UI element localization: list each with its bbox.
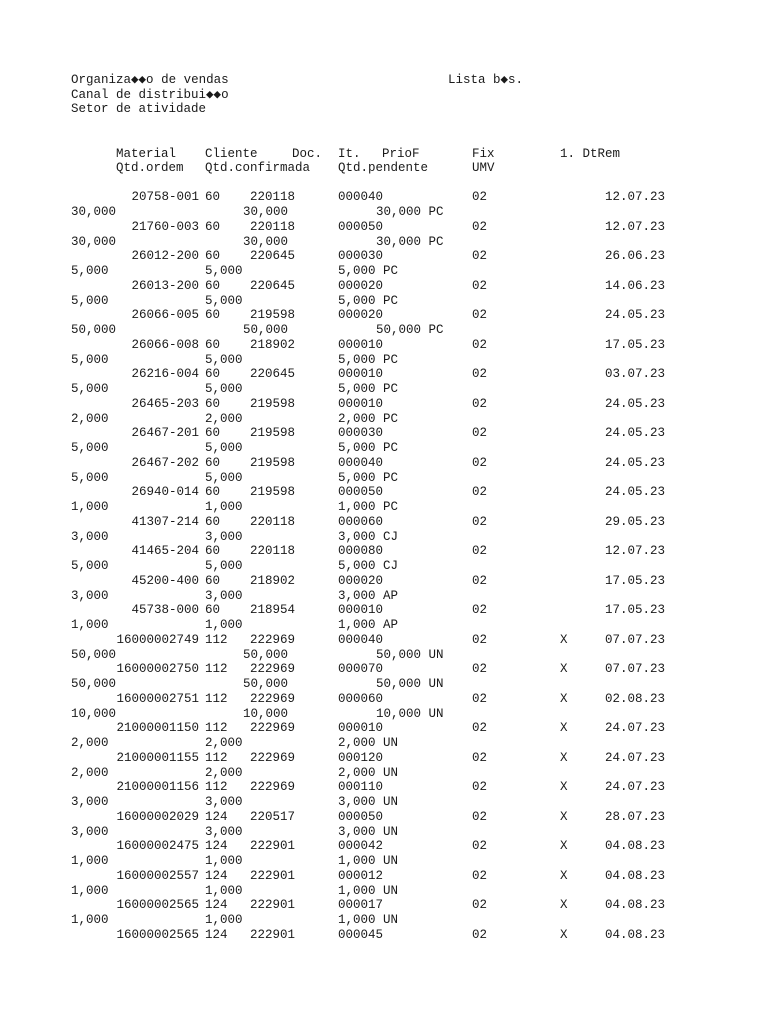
qtd-ordem: 1,000	[71, 913, 109, 927]
qtd-pendente: 1,000 PC	[338, 500, 399, 514]
qtd-ordem: 50,000	[71, 677, 117, 691]
qtd-confirmada: 50,000	[243, 323, 289, 337]
item-number: 000010	[338, 338, 384, 352]
doc-number: 222969	[249, 692, 295, 706]
qtd-ordem: 1,000	[71, 854, 109, 868]
priority: 02	[472, 662, 488, 676]
fix-flag: X	[560, 810, 568, 824]
qtd-ordem: 2,000	[71, 412, 109, 426]
qtd-pendente: 3,000 AP	[338, 589, 399, 603]
qtd-confirmada: 3,000	[205, 825, 243, 839]
qtd-pendente: 5,000 PC	[338, 353, 399, 367]
fix-flag: X	[560, 633, 568, 647]
qtd-pendente: 1,000 UN	[338, 854, 399, 868]
item-number: 000042	[338, 839, 384, 853]
material-number: 16000002029	[116, 810, 199, 824]
item-number: 000040	[338, 456, 384, 470]
qtd-ordem: 5,000	[71, 353, 109, 367]
priority: 02	[472, 249, 488, 263]
doc-number: 218902	[249, 574, 295, 588]
item-number: 000010	[338, 367, 384, 381]
material-number: 26013-200	[131, 279, 199, 293]
priority: 02	[472, 515, 488, 529]
material-number: 21000001155	[116, 751, 199, 765]
priority: 02	[472, 810, 488, 824]
doc-number: 222969	[249, 721, 295, 735]
col-material: Material	[116, 147, 177, 161]
channel-label: Canal de distribui◆◆o	[71, 88, 229, 102]
delivery-date: 04.08.23	[604, 928, 665, 942]
qtd-ordem: 30,000	[71, 205, 117, 219]
item-number: 000050	[338, 220, 384, 234]
priority: 02	[472, 397, 488, 411]
qtd-confirmada: 1,000	[205, 618, 243, 632]
qtd-ordem: 1,000	[71, 884, 109, 898]
item-number: 000020	[338, 308, 384, 322]
cliente-code: 124	[205, 839, 228, 853]
cliente-code: 60	[205, 456, 221, 470]
qtd-confirmada: 3,000	[205, 589, 243, 603]
priority: 02	[472, 780, 488, 794]
delivery-date: 04.08.23	[604, 839, 665, 853]
cliente-code: 124	[205, 869, 228, 883]
cliente-code: 60	[205, 603, 221, 617]
qtd-pendente: 2,000 UN	[338, 736, 399, 750]
item-number: 000070	[338, 662, 384, 676]
qtd-confirmada: 3,000	[205, 530, 243, 544]
material-number: 26467-202	[131, 456, 199, 470]
doc-number: 222901	[249, 898, 295, 912]
priority: 02	[472, 603, 488, 617]
material-number: 26940-014	[131, 485, 199, 499]
item-number: 000050	[338, 810, 384, 824]
doc-number: 222969	[249, 633, 295, 647]
cliente-code: 60	[205, 515, 221, 529]
item-number: 000030	[338, 426, 384, 440]
material-number: 41307-214	[131, 515, 199, 529]
material-number: 41465-204	[131, 544, 199, 558]
material-number: 16000002565	[116, 928, 199, 942]
priority: 02	[472, 839, 488, 853]
fix-flag: X	[560, 839, 568, 853]
priority: 02	[472, 190, 488, 204]
priority: 02	[472, 426, 488, 440]
priority: 02	[472, 751, 488, 765]
delivery-date: 24.05.23	[604, 426, 665, 440]
col-priof: PrioF	[382, 147, 420, 161]
qtd-confirmada: 5,000	[205, 353, 243, 367]
doc-number: 220118	[249, 220, 295, 234]
doc-number: 222901	[249, 928, 295, 942]
qtd-pendente: 50,000 UN	[376, 677, 444, 691]
priority: 02	[472, 869, 488, 883]
item-number: 000010	[338, 397, 384, 411]
qtd-confirmada: 5,000	[205, 441, 243, 455]
qtd-ordem: 2,000	[71, 766, 109, 780]
fix-flag: X	[560, 662, 568, 676]
fix-flag: X	[560, 751, 568, 765]
priority: 02	[472, 544, 488, 558]
fix-flag: X	[560, 898, 568, 912]
item-number: 000010	[338, 603, 384, 617]
priority: 02	[472, 338, 488, 352]
qtd-pendente: 1,000 UN	[338, 884, 399, 898]
priority: 02	[472, 928, 488, 942]
material-number: 26066-005	[131, 308, 199, 322]
doc-number: 219598	[249, 397, 295, 411]
doc-number: 220645	[249, 249, 295, 263]
item-number: 000060	[338, 692, 384, 706]
cliente-code: 60	[205, 426, 221, 440]
qtd-confirmada: 30,000	[243, 205, 289, 219]
delivery-date: 02.08.23	[604, 692, 665, 706]
delivery-date: 24.05.23	[604, 397, 665, 411]
org-label: Organiza◆◆o de vendas	[71, 73, 229, 87]
qtd-pendente: 50,000 UN	[376, 648, 444, 662]
qtd-confirmada: 10,000	[243, 707, 289, 721]
qtd-ordem: 50,000	[71, 323, 117, 337]
fix-flag: X	[560, 692, 568, 706]
cliente-code: 124	[205, 928, 228, 942]
delivery-date: 26.06.23	[604, 249, 665, 263]
material-number: 45200-400	[131, 574, 199, 588]
priority: 02	[472, 485, 488, 499]
qtd-ordem: 30,000	[71, 235, 117, 249]
delivery-date: 04.08.23	[604, 869, 665, 883]
col-fix: Fix	[472, 147, 495, 161]
delivery-date: 24.05.23	[604, 308, 665, 322]
cliente-code: 112	[205, 633, 228, 647]
material-number: 21000001156	[116, 780, 199, 794]
priority: 02	[472, 220, 488, 234]
qtd-confirmada: 1,000	[205, 913, 243, 927]
qtd-pendente: 3,000 UN	[338, 795, 399, 809]
fix-flag: X	[560, 928, 568, 942]
cliente-code: 60	[205, 367, 221, 381]
item-number: 000120	[338, 751, 384, 765]
qtd-confirmada: 3,000	[205, 795, 243, 809]
qtd-confirmada: 1,000	[205, 884, 243, 898]
qtd-confirmada: 2,000	[205, 766, 243, 780]
qtd-ordem: 3,000	[71, 530, 109, 544]
qtd-confirmada: 2,000	[205, 736, 243, 750]
item-number: 000020	[338, 574, 384, 588]
qtd-pendente: 2,000 UN	[338, 766, 399, 780]
material-number: 45738-000	[131, 603, 199, 617]
material-number: 16000002750	[116, 662, 199, 676]
qtd-ordem: 5,000	[71, 294, 109, 308]
priority: 02	[472, 308, 488, 322]
delivery-date: 17.05.23	[604, 338, 665, 352]
doc-number: 218902	[249, 338, 295, 352]
delivery-date: 12.07.23	[604, 190, 665, 204]
qtd-pendente: 5,000 PC	[338, 264, 399, 278]
qtd-ordem: 3,000	[71, 825, 109, 839]
item-number: 000040	[338, 190, 384, 204]
cliente-code: 60	[205, 249, 221, 263]
priority: 02	[472, 633, 488, 647]
item-number: 000045	[338, 928, 384, 942]
qtd-ordem: 1,000	[71, 618, 109, 632]
item-number: 000110	[338, 780, 384, 794]
qtd-pendente: 1,000 UN	[338, 913, 399, 927]
priority: 02	[472, 456, 488, 470]
fix-flag: X	[560, 869, 568, 883]
material-number: 16000002749	[116, 633, 199, 647]
qtd-ordem: 10,000	[71, 707, 117, 721]
delivery-date: 12.07.23	[604, 220, 665, 234]
col-umv: UMV	[472, 161, 495, 175]
qtd-ordem: 5,000	[71, 441, 109, 455]
cliente-code: 112	[205, 751, 228, 765]
delivery-date: 14.06.23	[604, 279, 665, 293]
delivery-date: 24.07.23	[604, 751, 665, 765]
delivery-date: 17.05.23	[604, 574, 665, 588]
item-number: 000030	[338, 249, 384, 263]
qtd-pendente: 10,000 UN	[376, 707, 444, 721]
item-number: 000060	[338, 515, 384, 529]
cliente-code: 60	[205, 308, 221, 322]
qtd-pendente: 5,000 PC	[338, 294, 399, 308]
qtd-ordem: 2,000	[71, 736, 109, 750]
cliente-code: 112	[205, 662, 228, 676]
material-number: 26467-201	[131, 426, 199, 440]
doc-number: 219598	[249, 456, 295, 470]
doc-number: 222969	[249, 662, 295, 676]
priority: 02	[472, 898, 488, 912]
doc-number: 220645	[249, 279, 295, 293]
doc-number: 218954	[249, 603, 295, 617]
qtd-confirmada: 30,000	[243, 235, 289, 249]
doc-number: 222969	[249, 751, 295, 765]
cliente-code: 60	[205, 220, 221, 234]
qtd-ordem: 3,000	[71, 589, 109, 603]
priority: 02	[472, 692, 488, 706]
delivery-date: 29.05.23	[604, 515, 665, 529]
qtd-ordem: 5,000	[71, 382, 109, 396]
qtd-confirmada: 50,000	[243, 677, 289, 691]
delivery-date: 24.07.23	[604, 721, 665, 735]
qtd-pendente: 50,000 PC	[376, 323, 444, 337]
material-number: 26066-008	[131, 338, 199, 352]
qtd-confirmada: 2,000	[205, 412, 243, 426]
delivery-date: 07.07.23	[604, 633, 665, 647]
delivery-date: 07.07.23	[604, 662, 665, 676]
priority: 02	[472, 574, 488, 588]
item-number: 000017	[338, 898, 384, 912]
priority: 02	[472, 367, 488, 381]
qtd-ordem: 1,000	[71, 500, 109, 514]
material-number: 26012-200	[131, 249, 199, 263]
item-number: 000012	[338, 869, 384, 883]
cliente-code: 124	[205, 898, 228, 912]
col-qtd-confirmada: Qtd.confirmada	[205, 161, 311, 175]
fix-flag: X	[560, 721, 568, 735]
doc-number: 220118	[249, 190, 295, 204]
qtd-ordem: 5,000	[71, 559, 109, 573]
cliente-code: 60	[205, 485, 221, 499]
qtd-confirmada: 5,000	[205, 294, 243, 308]
fix-flag: X	[560, 780, 568, 794]
col-doc: Doc.	[292, 147, 323, 161]
qtd-confirmada: 5,000	[205, 471, 243, 485]
material-number: 21000001150	[116, 721, 199, 735]
qtd-pendente: 30,000 PC	[376, 205, 444, 219]
priority: 02	[472, 721, 488, 735]
qtd-ordem: 50,000	[71, 648, 117, 662]
delivery-date: 28.07.23	[604, 810, 665, 824]
material-number: 16000002751	[116, 692, 199, 706]
list-label: Lista b◆s.	[448, 73, 524, 87]
sector-label: Setor de atividade	[71, 102, 207, 116]
delivery-date: 17.05.23	[604, 603, 665, 617]
col-qtd-ordem: Qtd.ordem	[116, 161, 184, 175]
cliente-code: 60	[205, 279, 221, 293]
qtd-pendente: 2,000 PC	[338, 412, 399, 426]
cliente-code: 60	[205, 544, 221, 558]
qtd-confirmada: 50,000	[243, 648, 289, 662]
doc-number: 220517	[249, 810, 295, 824]
item-number: 000050	[338, 485, 384, 499]
qtd-pendente: 30,000 PC	[376, 235, 444, 249]
item-number: 000020	[338, 279, 384, 293]
qtd-confirmada: 1,000	[205, 854, 243, 868]
material-number: 16000002565	[116, 898, 199, 912]
delivery-date: 24.05.23	[604, 485, 665, 499]
doc-number: 222901	[249, 839, 295, 853]
qtd-confirmada: 5,000	[205, 382, 243, 396]
cliente-code: 112	[205, 721, 228, 735]
qtd-ordem: 5,000	[71, 471, 109, 485]
doc-number: 222969	[249, 780, 295, 794]
qtd-pendente: 3,000 UN	[338, 825, 399, 839]
delivery-date: 04.08.23	[604, 898, 665, 912]
cliente-code: 112	[205, 780, 228, 794]
doc-number: 219598	[249, 308, 295, 322]
delivery-date: 24.05.23	[604, 456, 665, 470]
qtd-pendente: 5,000 PC	[338, 382, 399, 396]
delivery-date: 03.07.23	[604, 367, 665, 381]
priority: 02	[472, 279, 488, 293]
qtd-confirmada: 5,000	[205, 559, 243, 573]
cliente-code: 124	[205, 810, 228, 824]
col-it: It.	[338, 147, 361, 161]
qtd-pendente: 5,000 PC	[338, 441, 399, 455]
doc-number: 219598	[249, 485, 295, 499]
doc-number: 220118	[249, 515, 295, 529]
doc-number: 220118	[249, 544, 295, 558]
material-number: 26216-004	[131, 367, 199, 381]
col-cliente: Cliente	[205, 147, 258, 161]
item-number: 000010	[338, 721, 384, 735]
cliente-code: 60	[205, 397, 221, 411]
qtd-pendente: 1,000 AP	[338, 618, 399, 632]
qtd-pendente: 5,000 PC	[338, 471, 399, 485]
material-number: 16000002475	[116, 839, 199, 853]
qtd-confirmada: 1,000	[205, 500, 243, 514]
doc-number: 222901	[249, 869, 295, 883]
doc-number: 219598	[249, 426, 295, 440]
cliente-code: 60	[205, 190, 221, 204]
item-number: 000040	[338, 633, 384, 647]
delivery-date: 12.07.23	[604, 544, 665, 558]
qtd-ordem: 5,000	[71, 264, 109, 278]
material-number: 20758-001	[131, 190, 199, 204]
cliente-code: 60	[205, 338, 221, 352]
material-number: 21760-003	[131, 220, 199, 234]
qtd-ordem: 3,000	[71, 795, 109, 809]
qtd-confirmada: 5,000	[205, 264, 243, 278]
cliente-code: 60	[205, 574, 221, 588]
cliente-code: 112	[205, 692, 228, 706]
item-number: 000080	[338, 544, 384, 558]
material-number: 16000002557	[116, 869, 199, 883]
doc-number: 220645	[249, 367, 295, 381]
material-number: 26465-203	[131, 397, 199, 411]
col-dtrem: 1. DtRem	[560, 147, 621, 161]
delivery-date: 24.07.23	[604, 780, 665, 794]
qtd-pendente: 5,000 CJ	[338, 559, 399, 573]
col-qtd-pendente: Qtd.pendente	[338, 161, 429, 175]
qtd-pendente: 3,000 CJ	[338, 530, 399, 544]
